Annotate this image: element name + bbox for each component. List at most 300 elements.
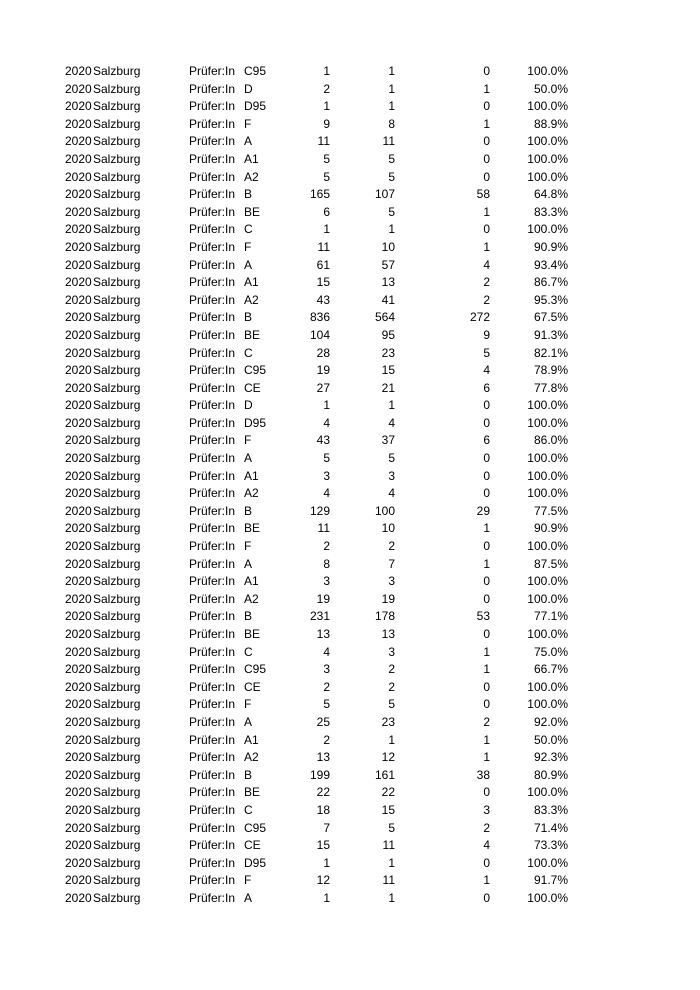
class-cell: D — [244, 398, 253, 413]
location-cell: Salzburg — [93, 609, 141, 624]
year-cell: 2020 — [65, 785, 92, 800]
passed-cell: 4 — [388, 486, 395, 501]
location-cell: Salzburg — [93, 169, 141, 184]
year-cell: 2020 — [65, 679, 92, 694]
class-cell: CE — [244, 380, 261, 395]
role-cell: Prüfer:In — [189, 486, 236, 501]
year-cell: 2020 — [65, 415, 92, 430]
table-row — [0, 732, 700, 750]
role-cell: Prüfer:In — [189, 415, 236, 430]
failed-cell: 0 — [483, 890, 490, 905]
rate-cell: 100.0% — [527, 415, 568, 430]
class-cell: BE — [244, 785, 261, 800]
location-cell: Salzburg — [93, 415, 141, 430]
class-cell: F — [244, 433, 252, 448]
failed-cell: 6 — [483, 433, 490, 448]
location-cell: Salzburg — [93, 275, 141, 290]
location-cell: Salzburg — [93, 81, 141, 96]
total-cell: 8 — [323, 556, 330, 571]
class-cell: C95 — [244, 363, 267, 378]
failed-cell: 5 — [483, 345, 490, 360]
class-cell: D95 — [244, 415, 267, 430]
class-cell: BE — [244, 327, 261, 342]
passed-cell: 5 — [388, 697, 395, 712]
location-cell: Salzburg — [93, 292, 141, 307]
rate-cell: 82.1% — [533, 345, 568, 360]
failed-cell: 0 — [483, 855, 490, 870]
role-cell: Prüfer:In — [189, 380, 236, 395]
rate-cell: 77.1% — [533, 609, 568, 624]
year-cell: 2020 — [65, 890, 92, 905]
rate-cell: 90.9% — [533, 239, 568, 254]
year-cell: 2020 — [65, 503, 92, 518]
total-cell: 19 — [316, 591, 330, 606]
role-cell: Prüfer:In — [189, 556, 236, 571]
passed-cell: 19 — [381, 591, 395, 606]
passed-cell: 5 — [388, 169, 395, 184]
rate-cell: 50.0% — [533, 81, 568, 96]
failed-cell: 0 — [483, 697, 490, 712]
class-cell: A2 — [244, 292, 259, 307]
failed-cell: 4 — [483, 838, 490, 853]
year-cell: 2020 — [65, 239, 92, 254]
failed-cell: 1 — [483, 239, 490, 254]
role-cell: Prüfer:In — [189, 591, 236, 606]
class-cell: C — [244, 802, 253, 817]
table-row — [0, 767, 700, 785]
year-cell: 2020 — [65, 521, 92, 536]
role-cell: Prüfer:In — [189, 644, 236, 659]
year-cell: 2020 — [65, 345, 92, 360]
location-cell: Salzburg — [93, 380, 141, 395]
table-row — [0, 362, 700, 380]
rate-cell: 100.0% — [527, 890, 568, 905]
role-cell: Prüfer:In — [189, 239, 236, 254]
role-cell: Prüfer:In — [189, 503, 236, 518]
failed-cell: 0 — [483, 486, 490, 501]
total-cell: 4 — [323, 415, 330, 430]
location-cell: Salzburg — [93, 468, 141, 483]
location-cell: Salzburg — [93, 644, 141, 659]
year-cell: 2020 — [65, 802, 92, 817]
table-row — [0, 415, 700, 433]
location-cell: Salzburg — [93, 591, 141, 606]
location-cell: Salzburg — [93, 433, 141, 448]
rate-cell: 80.9% — [533, 767, 568, 782]
rate-cell: 50.0% — [533, 732, 568, 747]
year-cell: 2020 — [65, 204, 92, 219]
total-cell: 11 — [317, 134, 330, 149]
total-cell: 3 — [323, 468, 330, 483]
year-cell: 2020 — [65, 451, 92, 466]
year-cell: 2020 — [65, 714, 92, 729]
rate-cell: 100.0% — [527, 785, 568, 800]
location-cell: Salzburg — [93, 363, 141, 378]
role-cell: Prüfer:In — [189, 767, 236, 782]
total-cell: 61 — [316, 257, 330, 272]
failed-cell: 1 — [483, 556, 490, 571]
role-cell: Prüfer:In — [189, 855, 236, 870]
rate-cell: 100.0% — [527, 468, 568, 483]
table-row — [0, 345, 700, 363]
role-cell: Prüfer:In — [189, 398, 236, 413]
passed-cell: 8 — [388, 116, 395, 131]
role-cell: Prüfer:In — [189, 732, 236, 747]
passed-cell: 37 — [381, 433, 395, 448]
table-row — [0, 714, 700, 732]
class-cell: CE — [244, 838, 261, 853]
location-cell: Salzburg — [93, 134, 141, 149]
rate-cell: 93.4% — [533, 257, 568, 272]
failed-cell: 53 — [476, 609, 490, 624]
location-cell: Salzburg — [93, 627, 141, 641]
location-cell: Salzburg — [93, 820, 141, 835]
failed-cell: 0 — [483, 591, 490, 606]
role-cell: Prüfer:In — [189, 151, 236, 166]
table-row — [0, 661, 700, 679]
location-cell: Salzburg — [93, 767, 141, 782]
passed-cell: 57 — [381, 257, 395, 272]
table-row — [0, 292, 700, 310]
total-cell: 5 — [323, 169, 330, 184]
table-row — [0, 257, 700, 275]
year-cell: 2020 — [65, 116, 92, 131]
failed-cell: 6 — [483, 380, 490, 395]
class-cell: A1 — [244, 468, 259, 483]
year-cell: 2020 — [65, 222, 92, 237]
table-row — [0, 644, 700, 662]
location-cell: Salzburg — [93, 345, 141, 360]
location-cell: Salzburg — [93, 662, 141, 677]
year-cell: 2020 — [65, 99, 92, 114]
class-cell: D95 — [244, 99, 267, 114]
year-cell: 2020 — [65, 398, 92, 413]
passed-cell: 2 — [388, 679, 395, 694]
class-cell: C95 — [244, 64, 267, 78]
passed-cell: 23 — [381, 714, 395, 729]
failed-cell: 0 — [483, 134, 490, 149]
total-cell: 165 — [309, 187, 330, 202]
passed-cell: 1 — [388, 398, 395, 413]
year-cell: 2020 — [65, 767, 92, 782]
role-cell: Prüfer:In — [189, 327, 236, 342]
total-cell: 5 — [323, 151, 330, 166]
failed-cell: 0 — [483, 468, 490, 483]
total-cell: 1 — [323, 855, 330, 870]
rate-cell: 83.3% — [533, 802, 568, 817]
passed-cell: 3 — [388, 644, 395, 659]
failed-cell: 0 — [483, 451, 490, 466]
role-cell: Prüfer:In — [189, 662, 236, 677]
table-row — [0, 468, 700, 486]
table-row — [0, 749, 700, 767]
failed-cell: 9 — [483, 327, 490, 342]
table-row — [0, 432, 700, 450]
location-cell: Salzburg — [93, 855, 141, 870]
total-cell: 2 — [323, 539, 330, 554]
failed-cell: 0 — [483, 151, 490, 166]
failed-cell: 4 — [483, 363, 490, 378]
total-cell: 4 — [323, 644, 330, 659]
role-cell: Prüfer:In — [189, 873, 236, 888]
table-row — [0, 116, 700, 134]
table-row — [0, 679, 700, 697]
total-cell: 231 — [309, 609, 330, 624]
year-cell: 2020 — [65, 750, 92, 765]
rate-cell: 75.0% — [533, 644, 568, 659]
year-cell: 2020 — [65, 732, 92, 747]
year-cell: 2020 — [65, 644, 92, 659]
rate-cell: 67.5% — [533, 310, 568, 325]
year-cell: 2020 — [65, 169, 92, 184]
rate-cell: 100.0% — [527, 627, 568, 641]
rate-cell: 77.5% — [533, 503, 568, 518]
passed-cell: 3 — [388, 468, 395, 483]
location-cell: Salzburg — [93, 679, 141, 694]
rate-cell: 92.3% — [533, 750, 568, 765]
table-row — [0, 151, 700, 169]
class-cell: B — [244, 503, 253, 518]
rate-cell: 100.0% — [527, 64, 568, 78]
location-cell: Salzburg — [93, 714, 141, 729]
failed-cell: 0 — [483, 627, 490, 641]
class-cell: BE — [244, 521, 261, 536]
year-cell: 2020 — [65, 662, 92, 677]
class-cell: D95 — [244, 855, 267, 870]
rate-cell: 100.0% — [527, 591, 568, 606]
total-cell: 1 — [323, 99, 330, 114]
rate-cell: 78.9% — [533, 363, 568, 378]
total-cell: 7 — [323, 820, 330, 835]
failed-cell: 0 — [483, 574, 490, 589]
total-cell: 6 — [323, 204, 330, 219]
role-cell: Prüfer:In — [189, 345, 236, 360]
class-cell: C95 — [244, 662, 267, 677]
class-cell: A — [244, 890, 253, 905]
table-row — [0, 186, 700, 204]
passed-cell: 178 — [374, 609, 395, 624]
rate-cell: 100.0% — [527, 486, 568, 501]
rate-cell: 100.0% — [527, 222, 568, 237]
table-row — [0, 239, 700, 257]
location-cell: Salzburg — [93, 539, 141, 554]
year-cell: 2020 — [65, 838, 92, 853]
rate-cell: 88.9% — [533, 116, 568, 131]
role-cell: Prüfer:In — [189, 64, 236, 78]
total-cell: 2 — [323, 679, 330, 694]
rate-cell: 100.0% — [527, 679, 568, 694]
passed-cell: 21 — [381, 380, 395, 395]
location-cell: Salzburg — [93, 239, 141, 254]
passed-cell: 11 — [382, 838, 395, 853]
rate-cell: 86.0% — [533, 433, 568, 448]
year-cell: 2020 — [65, 380, 92, 395]
location-cell: Salzburg — [93, 486, 141, 501]
failed-cell: 1 — [483, 873, 490, 888]
failed-cell: 4 — [483, 257, 490, 272]
location-cell: Salzburg — [93, 64, 141, 78]
table-row — [0, 573, 700, 591]
total-cell: 13 — [316, 750, 330, 765]
passed-cell: 5 — [388, 204, 395, 219]
role-cell: Prüfer:In — [189, 627, 236, 641]
passed-cell: 5 — [388, 151, 395, 166]
rate-cell: 100.0% — [527, 574, 568, 589]
failed-cell: 1 — [483, 732, 490, 747]
table-row — [0, 538, 700, 556]
location-cell: Salzburg — [93, 521, 141, 536]
location-cell: Salzburg — [93, 310, 141, 325]
failed-cell: 0 — [483, 415, 490, 430]
total-cell: 43 — [316, 292, 330, 307]
passed-cell: 1 — [388, 890, 395, 905]
total-cell: 18 — [316, 802, 330, 817]
role-cell: Prüfer:In — [189, 204, 236, 219]
class-cell: F — [244, 697, 252, 712]
failed-cell: 38 — [476, 767, 490, 782]
table-row — [0, 380, 700, 398]
failed-cell: 0 — [483, 679, 490, 694]
class-cell: C — [244, 644, 253, 659]
year-cell: 2020 — [65, 855, 92, 870]
role-cell: Prüfer:In — [189, 187, 236, 202]
total-cell: 3 — [323, 662, 330, 677]
passed-cell: 11 — [382, 134, 395, 149]
table-row — [0, 204, 700, 222]
total-cell: 3 — [323, 574, 330, 589]
rate-cell: 100.0% — [527, 151, 568, 166]
rate-cell: 100.0% — [527, 169, 568, 184]
passed-cell: 1 — [388, 99, 395, 114]
table-row — [0, 63, 700, 81]
location-cell: Salzburg — [93, 873, 141, 888]
location-cell: Salzburg — [93, 257, 141, 272]
failed-cell: 1 — [483, 750, 490, 765]
table-row — [0, 274, 700, 292]
year-cell: 2020 — [65, 134, 92, 149]
failed-cell: 0 — [483, 99, 490, 114]
class-cell: A — [244, 451, 253, 466]
total-cell: 11 — [317, 239, 330, 254]
location-cell: Salzburg — [93, 204, 141, 219]
class-cell: A1 — [244, 732, 259, 747]
total-cell: 129 — [309, 503, 330, 518]
table-row — [0, 485, 700, 503]
class-cell: A1 — [244, 151, 259, 166]
table-row — [0, 608, 700, 626]
location-cell: Salzburg — [93, 556, 141, 571]
total-cell: 104 — [309, 327, 330, 342]
total-cell: 25 — [316, 714, 330, 729]
failed-cell: 1 — [483, 644, 490, 659]
passed-cell: 13 — [381, 275, 395, 290]
rate-cell: 86.7% — [533, 275, 568, 290]
year-cell: 2020 — [65, 556, 92, 571]
passed-cell: 107 — [374, 187, 395, 202]
role-cell: Prüfer:In — [189, 433, 236, 448]
table-row — [0, 837, 700, 855]
location-cell: Salzburg — [93, 151, 141, 166]
role-cell: Prüfer:In — [189, 468, 236, 483]
location-cell: Salzburg — [93, 802, 141, 817]
total-cell: 5 — [323, 697, 330, 712]
failed-cell: 2 — [483, 292, 490, 307]
total-cell: 9 — [323, 116, 330, 131]
role-cell: Prüfer:In — [189, 750, 236, 765]
passed-cell: 15 — [381, 363, 395, 378]
failed-cell: 0 — [483, 785, 490, 800]
class-cell: C95 — [244, 820, 267, 835]
passed-cell: 1 — [388, 855, 395, 870]
location-cell: Salzburg — [93, 222, 141, 237]
location-cell: Salzburg — [93, 890, 141, 905]
failed-cell: 0 — [483, 398, 490, 413]
role-cell: Prüfer:In — [189, 81, 236, 96]
table-row — [0, 309, 700, 327]
class-cell: C — [244, 222, 253, 237]
passed-cell: 10 — [381, 521, 395, 536]
total-cell: 1 — [323, 64, 330, 78]
location-cell: Salzburg — [93, 99, 141, 114]
rate-cell: 100.0% — [527, 539, 568, 554]
failed-cell: 2 — [483, 275, 490, 290]
year-cell: 2020 — [65, 609, 92, 624]
rate-cell: 90.9% — [533, 521, 568, 536]
location-cell: Salzburg — [93, 838, 141, 853]
class-cell: BE — [244, 627, 261, 641]
role-cell: Prüfer:In — [189, 679, 236, 694]
table-row — [0, 450, 700, 468]
table-row — [0, 169, 700, 187]
rate-cell: 100.0% — [527, 398, 568, 413]
class-cell: A — [244, 714, 253, 729]
table-row — [0, 784, 700, 802]
location-cell: Salzburg — [93, 116, 141, 131]
rate-cell: 83.3% — [533, 204, 568, 219]
location-cell: Salzburg — [93, 750, 141, 765]
failed-cell: 29 — [476, 503, 490, 518]
table-row — [0, 397, 700, 415]
class-cell: CE — [244, 679, 261, 694]
rate-cell: 64.8% — [533, 187, 568, 202]
data-table — [0, 63, 700, 908]
total-cell: 2 — [323, 81, 330, 96]
table-row — [0, 890, 700, 908]
passed-cell: 12 — [381, 750, 395, 765]
year-cell: 2020 — [65, 574, 92, 589]
rate-cell: 66.7% — [533, 662, 568, 677]
failed-cell: 0 — [483, 169, 490, 184]
failed-cell: 1 — [483, 521, 490, 536]
total-cell: 28 — [316, 345, 330, 360]
table-row — [0, 696, 700, 714]
role-cell: Prüfer:In — [189, 609, 236, 624]
total-cell: 11 — [317, 521, 330, 536]
role-cell: Prüfer:In — [189, 539, 236, 554]
class-cell: A1 — [244, 275, 259, 290]
year-cell: 2020 — [65, 327, 92, 342]
total-cell: 1 — [323, 890, 330, 905]
failed-cell: 272 — [469, 310, 490, 325]
rate-cell: 73.3% — [533, 838, 568, 853]
passed-cell: 13 — [381, 627, 395, 641]
passed-cell: 10 — [381, 239, 395, 254]
table-row — [0, 98, 700, 116]
total-cell: 19 — [316, 363, 330, 378]
rate-cell: 100.0% — [527, 697, 568, 712]
rate-cell: 100.0% — [527, 451, 568, 466]
passed-cell: 95 — [381, 327, 395, 342]
